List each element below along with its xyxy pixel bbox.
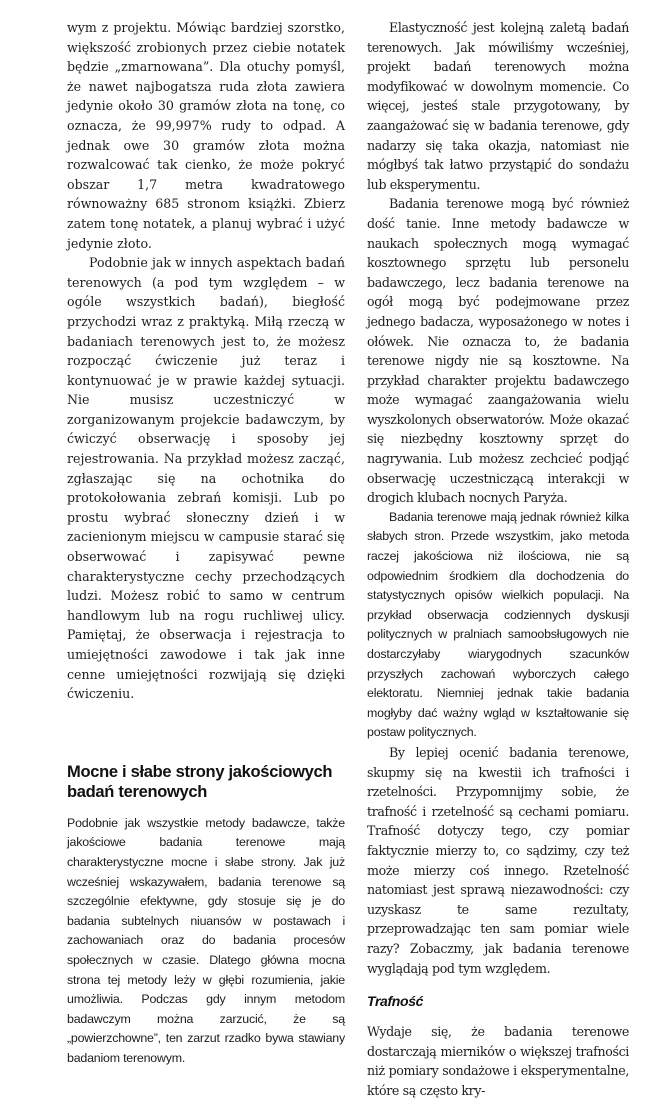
right-paragraph-5: Wydaje się, że badania terenowe dostarczają mierników o większej trafności niż pomiary sondażowe i eksperymentalne, które są często kry- — [367, 1024, 629, 1098]
right-paragraph-2: Badania terenowe mogą być również dość tanie. Inne metody badawcze w naukach społecznych mogą wymagać kosztownego sprzętu lub personelu badawczego, lecz badania terenowe na ogół mogą być podejmowane przez jednego badacza, wyposażonego w notes i ołówek. Nie oznacza to, że badania terenowe nigdy nie są kosztowne. Na przykład charakter projektu badawczego może wymagać zaangażowania wielu wyszkolonych obserwatorów. Może okazać się niezbędny kosztowny sprzęt do nagrywania. Lub możesz zechcieć podjąć obserwację uczestniczącą interakcji w drogich klubach nocnych Paryża. — [367, 196, 629, 506]
left-paragraph-3: Podobnie jak wszystkie metody badawcze, także jakościowe badania terenowe mają charakterystyczne mocne i słabe strony. Jak już wcześniej wskazywałem, badania terenowe są szczególnie efektywne, gdy stosuje się je do badania subtelnych niuansów w postawach i zachowaniach oraz do badania procesów społecznych w czasie. Dlatego główna mocna strona tej metody leży w głębi rozumienia, jakie umożliwia. Podczas gdy innym metodom badawczym można zarzucić, że są „powierzchowne”, ten zarzut rzadko bywa stawiany badaniom terenowym. — [67, 815, 345, 1065]
section-heading: Mocne i słabe strony jakościowych badań terenowych — [67, 762, 333, 801]
left-column — [67, 18, 345, 1069]
right-paragraph-4: By lepiej ocenić badania terenowe, skupmy się na kwestii ich trafności i rzetelności. Przypomnijmy sobie, że trafność i rzetelność są cechami pomiaru. Trafność dotyczy tego, czy pomiar faktycznie mierzy to, co sądzimy, czy też może mierzy coś innego. Rzetelność natomiast jest sprawą niezawodności: czy uzyskasz te same rezultaty, przeprowadzając ten sam pomiar wiele razy? Zobaczmy, jak badania terenowe wyglądają pod tym względem. — [367, 744, 629, 976]
left-paragraph-1: wym z projektu. Mówiąc bardziej szorstko, większość zrobionych przez ciebie notatek będzie „zmarnowana”. Dla otuchy pomyśl, że nawet najbogatsza ruda złota zawiera jedynie około 30 gramów złota na tonę, co oznacza, że 99,997% rudy to odpad. A jednak owe 30 gramów złota można rozwalcować tak cienko, że może pokryć obszar 1,7 metra kwadratowego równoważny 685 stronom książki. Zbierz zatem tonę notatek, a planuj wybrać i użyć jedynie złoto. — [67, 20, 345, 251]
subsection-heading: Trafność — [367, 993, 424, 1010]
left-paragraph-2: Podobnie jak w innych aspektach badań terenowych (a pod tym względem – w ogóle wszystkich badań), biegłość przychodzi wraz z praktyką. Miłą rzeczą w badaniach terenowych jest to, że możesz rozpocząć ćwiczenie już teraz i kontynuować je w prawie każdej sytuacji. Nie musisz uczestniczyć w zorganizowanym projekcie badawczym, by ćwiczyć obserwację i sposoby jej rejestrowania. Na przykład możesz zacząć, zgłaszając się na ochotnika do protokołowania zebrań komisji. Lub po prostu wybrać słoneczny dzień i w zacienionym miejscu w campusie starać się obserwować i zapisywać pewne charakterystyczne cechy przechodzących ludzi. Możesz robić to samo w centrum handlowym lub na rogu ruchliwej ulicy. Pamiętaj, że obserwacja i rejestracja to umiejętności zawodowe i tak jak inne cenne umiejętności rozwijają się dzięki ćwiczeniu. — [67, 255, 345, 702]
section-spacer — [67, 704, 345, 762]
right-paragraph-3: Badania terenowe mają jednak również kilka słabych stron. Przede wszystkim, jako metoda raczej jakościowa niż ilościowa, nie są odpowiednim środkiem dla dochodzenia do statystycznych opisów wielkich populacji. Na przykład obserwacja codziennych dyskusji politycznych w pralniach samoobsługowych nie dostarczyłaby wiarygodnych szacunków przyszłych zachowań wyborczych całego elektoratu. Niemniej jednak takie badania mogłyby dać ważny wgląd w kształtowanie się postaw politycznych. — [367, 509, 629, 740]
right-column — [367, 18, 629, 1100]
column-gutter — [357, 30, 358, 870]
right-paragraph-1: Elastyczność jest kolejną zaletą badań terenowych. Jak mówiliśmy wcześniej, projekt badań terenowych można modyfikować w dowolnym momencie. Co więcej, jesteś stale przygotowany, by zaangażować się w badania terenowe, gdy nadarzy się taka okazja, natomiast nie mógłbyś tak łatwo przystąpić do sondażu lub eksperymentu. — [367, 20, 629, 192]
